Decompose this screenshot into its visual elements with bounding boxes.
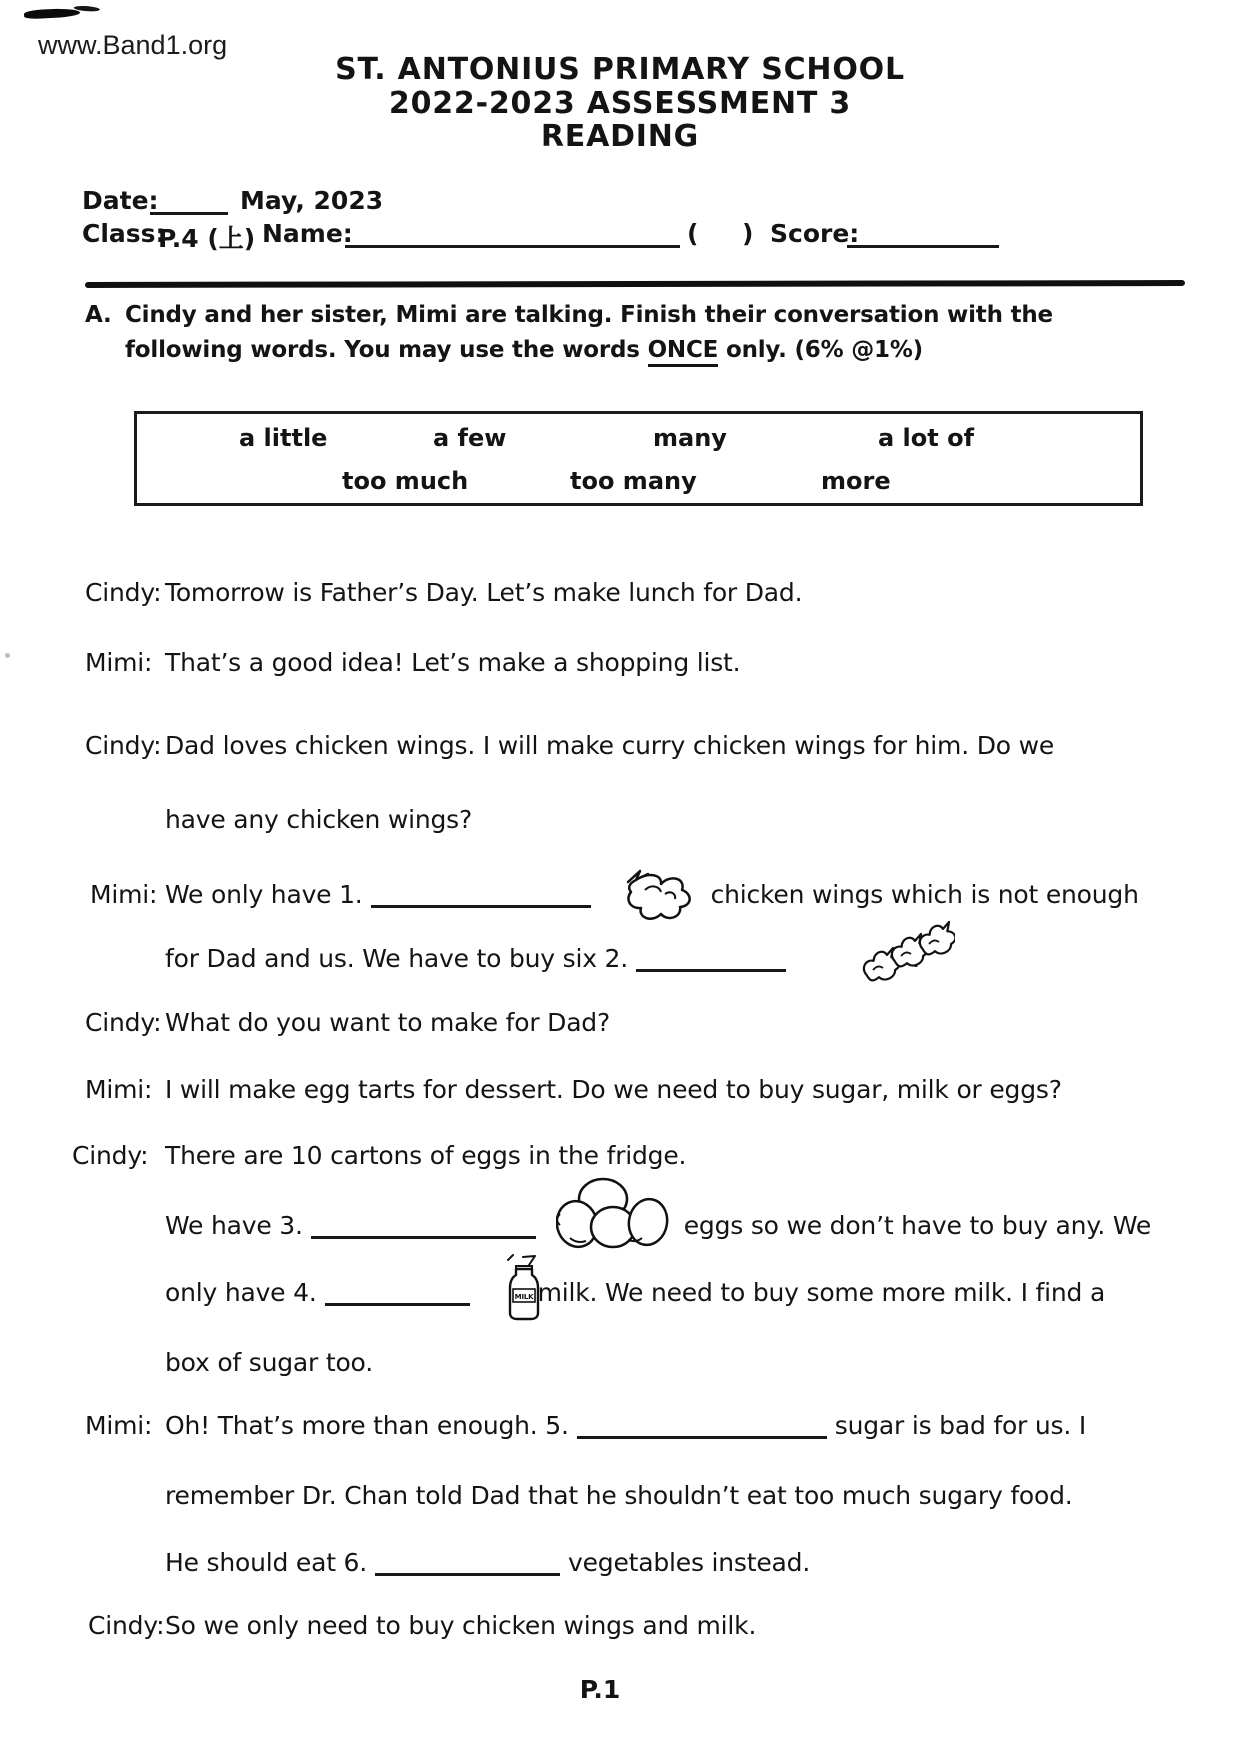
dialogue-text-post: eggs so we don’t have to buy any. We (683, 1211, 1152, 1240)
date-label: Date: (82, 186, 159, 215)
answer-blank-2 (636, 947, 786, 972)
dialogue-text: There are 10 cartons of eggs in the fridge. (165, 1141, 687, 1170)
name-label: Name: (262, 219, 353, 248)
speaker-label: Cindy: (85, 578, 162, 607)
dialogue-line-1 (0, 578, 1240, 612)
class-label: Class: (82, 219, 166, 248)
word-bank-item: too much (342, 467, 469, 495)
dialogue-text-post: vegetables instead. (568, 1548, 811, 1577)
dialogue-text: I will make egg tarts for dessert. Do we need to buy sugar, milk or eggs? (165, 1075, 1062, 1104)
dialogue-text: What do you want to make for Dad? (165, 1008, 611, 1037)
dialogue-text-pre: for Dad and us. We have to buy six 2. (165, 944, 628, 973)
dialogue-line-11 (0, 1278, 1240, 1312)
school-name: ST. ANTONIUS PRIMARY SCHOOL (335, 52, 905, 87)
date-blank (150, 186, 228, 215)
dialogue-line-6 (0, 944, 1240, 978)
speaker-label: Mimi: (85, 648, 153, 677)
dialogue-line-8 (0, 1075, 1240, 1109)
class-value: P.4 (上) (158, 224, 256, 253)
dialogue-text-post: chicken wings which is not enough (710, 880, 1139, 909)
answer-blank-3 (311, 1214, 536, 1239)
dialogue-text-post: milk. We need to buy some more milk. I find a (537, 1278, 1106, 1307)
dialogue-text (165, 1411, 1086, 1440)
speaker-label: Cindy: (85, 1008, 162, 1037)
word-bank-item: a lot of (878, 424, 975, 452)
section-a-number: A. (85, 302, 112, 328)
dialogue-line-5 (0, 880, 1240, 914)
chicken-wings-image (855, 918, 955, 990)
paper-subject: READING (540, 119, 700, 154)
dialogue-text-pre: Oh! That’s more than enough. 5. (165, 1411, 569, 1440)
dialogue-line-2 (0, 648, 1240, 682)
dialogue-line-3 (0, 731, 1240, 765)
section-a-instruction-line2 (125, 337, 923, 363)
answer-blank-4 (325, 1281, 470, 1306)
instruction-text: following words. You may use the words (125, 337, 648, 363)
assessment-title: 2022-2023 ASSESSMENT 3 (388, 86, 852, 121)
score-blank (847, 219, 999, 248)
dialogue-line-9 (0, 1141, 1240, 1175)
speaker-label: Cindy: (85, 731, 162, 760)
dialogue-text-pre: only have 4. (165, 1278, 317, 1307)
name-blank (345, 219, 680, 248)
dialogue-text (165, 1278, 1105, 1307)
dialogue-line-14 (0, 1481, 1240, 1515)
section-divider-rule (85, 280, 1185, 288)
dialogue-line-12 (0, 1348, 1240, 1382)
date-row (0, 186, 1240, 220)
section-a-instruction-line1: Cindy and her sister, Mimi are talking. Finish their conversation with the (125, 302, 1053, 328)
speaker-label: Cindy: (72, 1141, 149, 1170)
word-bank-item: a little (239, 424, 328, 452)
dialogue-text: So we only need to buy chicken wings and milk. (165, 1611, 757, 1640)
word-bank-item: more (821, 467, 891, 495)
dialogue-text-pre: He should eat 6. (165, 1548, 368, 1577)
answer-blank-1 (371, 883, 591, 908)
word-bank-item: too many (570, 467, 697, 495)
watermark: www.Band1.org (38, 30, 228, 60)
answer-blank-6 (375, 1551, 560, 1576)
milk-bottle-image (500, 1253, 548, 1323)
word-bank-box (134, 411, 1143, 506)
speaker-label: Cindy: (88, 1611, 165, 1640)
answer-blank-5 (577, 1414, 827, 1439)
instruction-text-tail: only. (6% @1%) (718, 337, 923, 363)
dialogue-line-13 (0, 1411, 1240, 1445)
score-label: Score: (770, 219, 860, 248)
word-bank-item: a few (433, 424, 507, 452)
dialogue-text-pre: We have 3. (165, 1211, 303, 1240)
word-bank-item: many (653, 424, 727, 452)
dialogue-line-10 (0, 1211, 1240, 1245)
speaker-label: Mimi: (85, 1411, 153, 1440)
milk-bottle-label: MILK (514, 1293, 534, 1301)
dialogue-line-4 (0, 805, 1240, 839)
date-value: May, 2023 (240, 186, 384, 215)
dialogue-line-16 (0, 1611, 1240, 1645)
class-row (0, 219, 1240, 253)
speaker-label: Mimi: (90, 880, 158, 909)
dialogue-text: Tomorrow is Father’s Day. Let’s make lunch for Dad. (165, 578, 803, 607)
class-number-paren: ( ) (687, 219, 754, 248)
dialogue-line-7 (0, 1008, 1240, 1042)
dialogue-text: have any chicken wings? (165, 805, 473, 834)
dialogue-text (165, 1548, 810, 1577)
chicken-wing-image (618, 866, 698, 926)
dialogue-text-post: sugar is bad for us. I (834, 1411, 1087, 1440)
dialogue-text: remember Dr. Chan told Dad that he shouldn’t eat too much sugary food. (165, 1481, 1073, 1510)
instruction-once-underlined: ONCE (648, 337, 719, 367)
dialogue-line-15 (0, 1548, 1240, 1582)
eggs-image (556, 1176, 671, 1249)
dialogue-text: Dad loves chicken wings. I will make curry chicken wings for him. Do we (165, 731, 1055, 760)
dialogue-text (165, 944, 920, 973)
dialogue-text-pre: We only have 1. (165, 880, 363, 909)
dialogue-text: box of sugar too. (165, 1348, 373, 1377)
dialogue-text: That’s a good idea! Let’s make a shopping list. (165, 648, 741, 677)
speaker-label: Mimi: (85, 1075, 153, 1104)
scan-smudge-mark (24, 8, 80, 20)
page-number: P.1 (579, 1675, 621, 1704)
